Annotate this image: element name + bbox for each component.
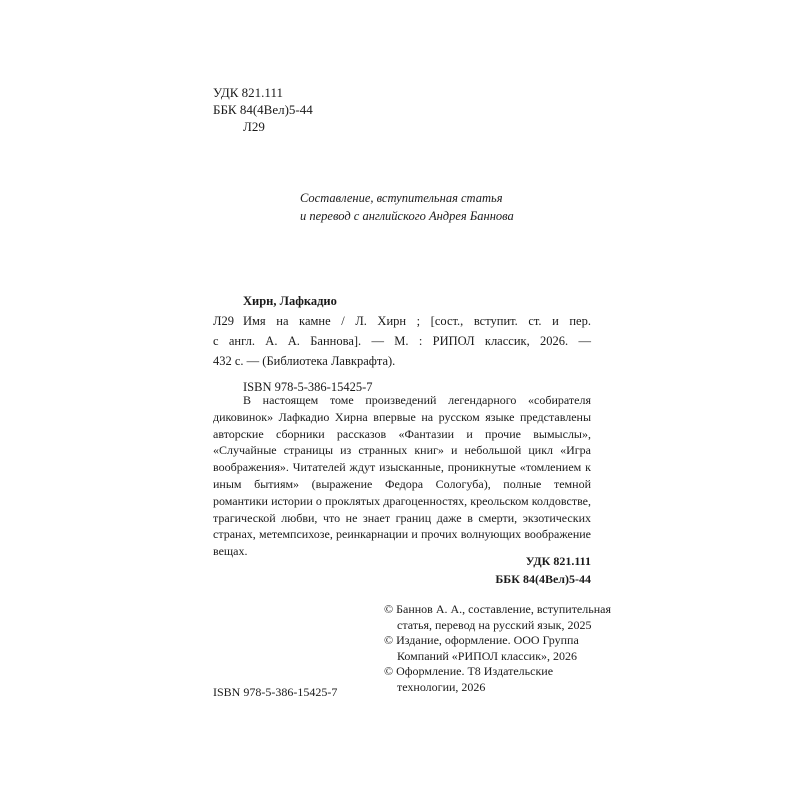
udk-code: УДК 821.111 (213, 85, 283, 100)
bbk-code-bottom: ББК 84(4Вел)5-44 (495, 572, 591, 586)
compiler-note-line-1: Составление, вступительная статья (300, 191, 503, 205)
author-sign: Л29 (243, 119, 265, 134)
catalog-entry (213, 291, 591, 397)
catalog-line-3: 432 с. — (Библиотека Лавкрафта). (213, 354, 396, 368)
abstract (213, 392, 591, 560)
copyright-publisher: © Издание, оформление. ООО Группа Компаний «РИПОЛ классик», 2026 (384, 633, 579, 663)
catalog-isbn: ISBN 978-5-386-15425-7 (243, 380, 373, 394)
catalog-line-2: с англ. А. А. Баннова]. — М. : РИПОЛ классик, 2026. — (213, 334, 591, 348)
copyright-block (384, 602, 614, 696)
catalog-line-1-text: Имя на камне / Л. Хирн ; [сост., вступит. ст. и пер. (243, 314, 591, 328)
catalog-line-1 (213, 311, 591, 331)
compiler-note (300, 189, 514, 225)
compiler-note-line-2: и перевод с английского Андрея Баннова (300, 209, 514, 223)
catalog-author: Хирн, Лафкадио (243, 294, 337, 308)
bbk-code: ББК 84(4Вел)5-44 (213, 102, 313, 117)
abstract-text: В настоящем томе произведений легендарного «собирателя диковинок» Лафкадио Хирна впервые на русском языке представлены авторские сборники рассказов «Фантазии и прочие вымыслы», «Случайные страницы из странных книг» и небольшой цикл «Игра воображения». Читателей ждут изысканные, проникнутые «томлением к иным бытиям» (выражение Федора Сологуба), полные темной романтики истории о проклятых драгоценностях, креольском колдовстве, трагической любви, что не знает границ даже в смерти, экзотических странах, метемпсихозе, реинкарнации и прочих волнующих воображение вещах. (213, 393, 591, 559)
isbn-bottom: ISBN 978-5-386-15425-7 (213, 685, 338, 699)
classification-block-top (213, 84, 313, 135)
classification-block-bottom (213, 552, 591, 588)
catalog-code: Л29 (213, 314, 234, 328)
copyright-compilation: © Баннов А. А., составление, вступительная статья, перевод на русский язык, 2025 (384, 602, 611, 632)
copyright-design: © Оформление. Т8 Издательские технологии, 2026 (384, 664, 554, 694)
udk-code-bottom: УДК 821.111 (525, 554, 591, 568)
